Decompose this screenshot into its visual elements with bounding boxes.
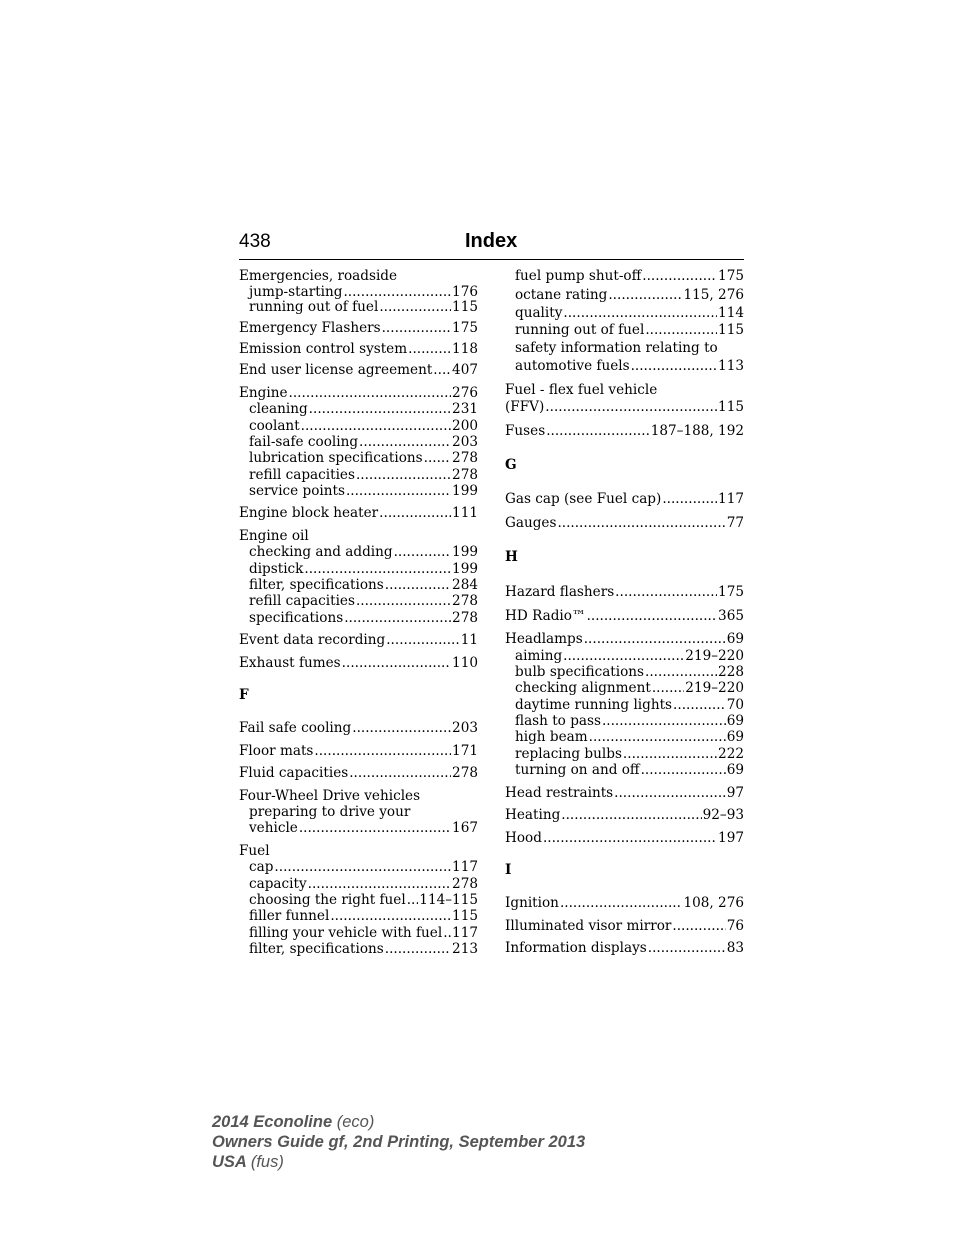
entry-label: End user license agreement xyxy=(239,362,433,378)
entry-page-number: 114 xyxy=(718,305,744,321)
entry-label: automotive fuels xyxy=(515,358,630,374)
index-subentry xyxy=(249,561,478,577)
index-subentry xyxy=(249,820,478,836)
footer-market: USA xyxy=(212,1153,247,1171)
entry-label: vehicle xyxy=(249,820,298,836)
dot-leader xyxy=(382,320,451,336)
entry-label: I xyxy=(505,862,512,878)
dot-leader xyxy=(560,895,683,911)
dot-leader xyxy=(356,467,451,483)
section-letter-heading xyxy=(505,457,744,473)
entry-page-number: 187–188, 192 xyxy=(650,423,744,439)
page-header xyxy=(239,229,744,260)
entry-page-number: 278 xyxy=(452,593,478,609)
entry-label: filter, specifications xyxy=(249,941,384,957)
entry-label: Information displays xyxy=(505,940,647,956)
index-entry xyxy=(505,830,744,846)
index-entry xyxy=(505,918,744,934)
dot-leader xyxy=(424,450,451,466)
index-subentry xyxy=(249,859,478,875)
entry-label: Fail safe cooling xyxy=(239,720,352,736)
entry-label: bulb specifications xyxy=(515,664,645,680)
entry-page-number: 113 xyxy=(718,358,744,374)
entry-label: Event data recording xyxy=(239,632,386,648)
entry-label: refill capacities xyxy=(249,467,355,483)
entry-page-number: 115 xyxy=(718,322,744,338)
dot-leader xyxy=(299,820,451,836)
index-entry xyxy=(505,785,744,801)
index-subentry xyxy=(515,287,744,303)
index-entry xyxy=(505,515,744,531)
index-entry xyxy=(505,895,744,911)
entry-page-number: 278 xyxy=(452,876,478,892)
entry-label: Fuses xyxy=(505,423,546,439)
entry-label: Fuel xyxy=(239,843,270,859)
dot-leader xyxy=(631,358,717,374)
dot-leader xyxy=(641,762,726,778)
index-subentry xyxy=(515,305,744,321)
dot-leader xyxy=(343,284,451,300)
index-subentry xyxy=(249,593,478,609)
dot-leader xyxy=(443,925,451,941)
entry-label: checking alignment xyxy=(515,680,651,696)
entry-label: Gauges xyxy=(505,515,557,531)
entry-label: Gas cap (see Fuel cap) xyxy=(505,491,662,507)
index-subentry xyxy=(249,299,478,315)
page-title: Index xyxy=(465,230,518,252)
entry-label: quality xyxy=(515,305,563,321)
dot-leader xyxy=(352,720,451,736)
entry-label: Heating xyxy=(505,807,561,823)
dot-leader xyxy=(546,423,650,439)
index-entry xyxy=(239,268,478,284)
entry-page-number: 76 xyxy=(726,918,744,934)
dot-leader xyxy=(584,631,726,647)
index-subentry xyxy=(515,664,744,680)
entry-label: preparing to drive your xyxy=(249,804,411,820)
footer-market-code: (fus) xyxy=(250,1153,284,1171)
index-entry xyxy=(239,720,478,736)
entry-page-number: 69 xyxy=(726,631,744,647)
entry-label: lubrication specifications xyxy=(249,450,423,466)
section-letter-heading xyxy=(505,549,744,565)
dot-leader xyxy=(672,918,725,934)
dot-leader xyxy=(344,610,451,626)
index-subentry xyxy=(249,876,478,892)
entry-page-number: 171 xyxy=(452,743,478,759)
entry-page-number: 117 xyxy=(452,859,478,875)
entry-page-number: 114–115 xyxy=(419,892,478,908)
index-subentry xyxy=(249,544,478,560)
entry-label: service points xyxy=(249,483,345,499)
entry-page-number: 407 xyxy=(452,362,478,378)
footer-model: 2014 Econoline xyxy=(212,1113,333,1131)
entry-label: capacity xyxy=(249,876,307,892)
entry-page-number: 176 xyxy=(452,284,478,300)
index-subentry xyxy=(249,483,478,499)
dot-leader xyxy=(662,491,717,507)
entry-label: Ignition xyxy=(505,895,559,911)
index-subentry xyxy=(515,322,744,338)
index-entry xyxy=(239,528,478,544)
entry-page-number: 199 xyxy=(452,561,478,577)
entry-page-number: 222 xyxy=(718,746,744,762)
dot-leader xyxy=(589,729,726,745)
entry-label: fail-safe cooling xyxy=(249,434,359,450)
dot-leader xyxy=(304,561,451,577)
entry-page-number: 199 xyxy=(452,483,478,499)
entry-label: cleaning xyxy=(249,401,308,417)
entry-label: octane rating xyxy=(515,287,608,303)
dot-leader xyxy=(314,743,451,759)
entry-page-number: 228 xyxy=(718,664,744,680)
entry-label: HD Radio™ xyxy=(505,608,586,624)
index-entry xyxy=(239,765,478,781)
entry-page-number: 219–220 xyxy=(685,680,744,696)
entry-label: filler funnel xyxy=(249,908,330,924)
entry-page-number: 111 xyxy=(452,505,478,521)
entry-page-number: 175 xyxy=(718,584,744,600)
entry-page-number: 97 xyxy=(726,785,744,801)
entry-label: Floor mats xyxy=(239,743,314,759)
index-subentry xyxy=(249,925,478,941)
index-subentry xyxy=(515,358,744,374)
entry-page-number: 117 xyxy=(718,491,744,507)
entry-label: Hazard flashers xyxy=(505,584,615,600)
entry-label: filling your vehicle with fuel xyxy=(249,925,443,941)
entry-label: fuel pump shut-off xyxy=(515,268,642,284)
entry-page-number: 203 xyxy=(452,720,478,736)
entry-label: jump-starting xyxy=(249,284,343,300)
entry-label: Exhaust fumes xyxy=(239,655,341,671)
dot-leader xyxy=(543,830,717,846)
entry-label: flash to pass xyxy=(515,713,601,729)
entry-label: Engine oil xyxy=(239,528,309,544)
dot-leader xyxy=(608,287,682,303)
index-entry xyxy=(505,940,744,956)
dot-leader xyxy=(433,362,451,378)
index-entry xyxy=(505,631,744,647)
entry-page-number: 115 xyxy=(452,908,478,924)
dot-leader xyxy=(330,908,451,924)
index-entry xyxy=(239,362,478,378)
footer-line-2: Owners Guide gf, 2nd Printing, September 2013 xyxy=(212,1133,586,1151)
dot-leader xyxy=(587,608,717,624)
footer-line-1 xyxy=(212,1112,585,1132)
index-entry xyxy=(505,399,744,415)
index-subentry xyxy=(515,648,744,664)
entry-label: Emergency Flashers xyxy=(239,320,381,336)
index-entry xyxy=(239,843,478,859)
dot-leader xyxy=(379,299,451,315)
entry-page-number: 118 xyxy=(452,341,478,357)
index-entry xyxy=(505,608,744,624)
entry-label: Engine xyxy=(239,385,288,401)
entry-page-number: 108, 276 xyxy=(683,895,744,911)
entry-label: Four-Wheel Drive vehicles xyxy=(239,788,421,804)
index-subentry xyxy=(249,284,478,300)
entry-label: safety information relating to xyxy=(515,340,718,356)
index-subentry xyxy=(249,804,478,820)
index-subentry xyxy=(249,908,478,924)
entry-page-number: 203 xyxy=(452,434,478,450)
entry-label: running out of fuel xyxy=(249,299,379,315)
dot-leader xyxy=(346,483,451,499)
index-subentry xyxy=(515,713,744,729)
entry-label: Hood xyxy=(505,830,542,846)
index-subentry xyxy=(515,697,744,713)
index-subentry xyxy=(249,401,478,417)
entry-label: high beam xyxy=(515,729,588,745)
dot-leader xyxy=(342,655,451,671)
index-subentry xyxy=(249,418,478,434)
dot-leader xyxy=(301,418,451,434)
index-subentry xyxy=(515,680,744,696)
entry-page-number: 69 xyxy=(726,762,744,778)
index-entry xyxy=(239,743,478,759)
entry-page-number: 278 xyxy=(452,450,478,466)
index-entry xyxy=(505,807,744,823)
entry-label: dipstick xyxy=(249,561,304,577)
entry-label: filter, specifications xyxy=(249,577,384,593)
entry-page-number: 175 xyxy=(452,320,478,336)
dot-leader xyxy=(615,584,717,600)
entry-page-number: 219–220 xyxy=(685,648,744,664)
index-subentry xyxy=(249,467,478,483)
dot-leader xyxy=(394,544,451,560)
entry-page-number: 115, 276 xyxy=(683,287,744,303)
entry-page-number: 284 xyxy=(452,577,478,593)
entry-label: refill capacities xyxy=(249,593,355,609)
entry-label: cap xyxy=(249,859,274,875)
index-subentry xyxy=(249,434,478,450)
entry-page-number: 70 xyxy=(726,697,744,713)
dot-leader xyxy=(652,680,684,696)
entry-label: replacing bulbs xyxy=(515,746,622,762)
dot-leader xyxy=(289,385,452,401)
entry-label: Head restraints xyxy=(505,785,614,801)
dot-leader xyxy=(385,941,451,957)
entry-page-number: 110 xyxy=(452,655,478,671)
index-entry xyxy=(505,423,744,439)
index-entry xyxy=(505,491,744,507)
index-entry xyxy=(505,584,744,600)
entry-page-number: 92–93 xyxy=(702,807,744,823)
dot-leader xyxy=(356,593,451,609)
entry-label: Fuel - flex fuel vehicle xyxy=(505,382,658,398)
entry-page-number: 167 xyxy=(452,820,478,836)
dot-leader xyxy=(642,268,717,284)
index-entry xyxy=(239,505,478,521)
dot-leader xyxy=(545,399,717,415)
dot-leader xyxy=(561,807,701,823)
entry-label: Emission control system xyxy=(239,341,408,357)
dot-leader xyxy=(648,940,726,956)
dot-leader xyxy=(359,434,451,450)
index-entry xyxy=(505,382,744,398)
entry-page-number: 77 xyxy=(726,515,744,531)
index-entry xyxy=(239,632,478,648)
index-subentry xyxy=(249,941,478,957)
section-letter-heading xyxy=(505,862,744,878)
entry-page-number: 276 xyxy=(452,385,478,401)
dot-leader xyxy=(385,577,451,593)
index-entry xyxy=(239,385,478,401)
entry-page-number: 11 xyxy=(460,632,478,648)
entry-page-number: 199 xyxy=(452,544,478,560)
entry-page-number: 117 xyxy=(452,925,478,941)
dot-leader xyxy=(349,765,451,781)
entry-label: coolant xyxy=(249,418,300,434)
entry-page-number: 278 xyxy=(452,765,478,781)
entry-label: checking and adding xyxy=(249,544,393,560)
dot-leader xyxy=(673,697,726,713)
dot-leader xyxy=(379,505,451,521)
entry-label: turning on and off xyxy=(515,762,640,778)
entry-page-number: 175 xyxy=(718,268,744,284)
section-letter-heading xyxy=(239,687,478,703)
index-subentry xyxy=(515,762,744,778)
index-entry xyxy=(239,320,478,336)
entry-page-number: 278 xyxy=(452,467,478,483)
index-entry xyxy=(239,788,478,804)
entry-label: Illuminated visor mirror xyxy=(505,918,672,934)
index-entry xyxy=(239,341,478,357)
entry-label: (FFV) xyxy=(505,399,545,415)
index-subentry xyxy=(249,577,478,593)
dot-leader xyxy=(309,401,451,417)
entry-page-number: 83 xyxy=(726,940,744,956)
index-subentry xyxy=(515,340,744,356)
entry-label: Emergencies, roadside xyxy=(239,268,398,284)
entry-page-number: 69 xyxy=(726,713,744,729)
entry-page-number: 213 xyxy=(452,941,478,957)
entry-label: daytime running lights xyxy=(515,697,673,713)
dot-leader xyxy=(274,859,451,875)
entry-label: Fluid capacities xyxy=(239,765,349,781)
index-subentry xyxy=(515,746,744,762)
footer-model-code: (eco) xyxy=(336,1113,375,1131)
dot-leader xyxy=(645,664,717,680)
index-subentry xyxy=(249,610,478,626)
dot-leader xyxy=(407,892,419,908)
entry-label: running out of fuel xyxy=(515,322,645,338)
dot-leader xyxy=(308,876,451,892)
dot-leader xyxy=(386,632,459,648)
index-subentry xyxy=(515,268,744,284)
entry-page-number: 115 xyxy=(718,399,744,415)
entry-label: H xyxy=(505,549,518,565)
page-number: 438 xyxy=(239,231,271,252)
entry-page-number: 231 xyxy=(452,401,478,417)
index-subentry xyxy=(249,450,478,466)
entry-page-number: 115 xyxy=(452,299,478,315)
dot-leader xyxy=(557,515,725,531)
entry-page-number: 197 xyxy=(718,830,744,846)
entry-label: aiming xyxy=(515,648,563,664)
entry-label: specifications xyxy=(249,610,344,626)
entry-label: Headlamps xyxy=(505,631,583,647)
entry-label: Engine block heater xyxy=(239,505,379,521)
dot-leader xyxy=(563,305,717,321)
entry-label: choosing the right fuel xyxy=(249,892,406,908)
entry-page-number: 200 xyxy=(452,418,478,434)
index-subentry xyxy=(515,729,744,745)
dot-leader xyxy=(563,648,684,664)
index-subentry xyxy=(249,892,478,908)
dot-leader xyxy=(602,713,726,729)
footer-line-3 xyxy=(212,1152,585,1172)
entry-page-number: 69 xyxy=(726,729,744,745)
dot-leader xyxy=(623,746,717,762)
entry-page-number: 278 xyxy=(452,610,478,626)
entry-label: G xyxy=(505,457,517,473)
index-entry xyxy=(239,655,478,671)
dot-leader xyxy=(408,341,451,357)
dot-leader xyxy=(645,322,717,338)
entry-page-number: 365 xyxy=(718,608,744,624)
entry-label: F xyxy=(239,687,249,703)
page-footer xyxy=(212,1112,585,1172)
dot-leader xyxy=(614,785,726,801)
